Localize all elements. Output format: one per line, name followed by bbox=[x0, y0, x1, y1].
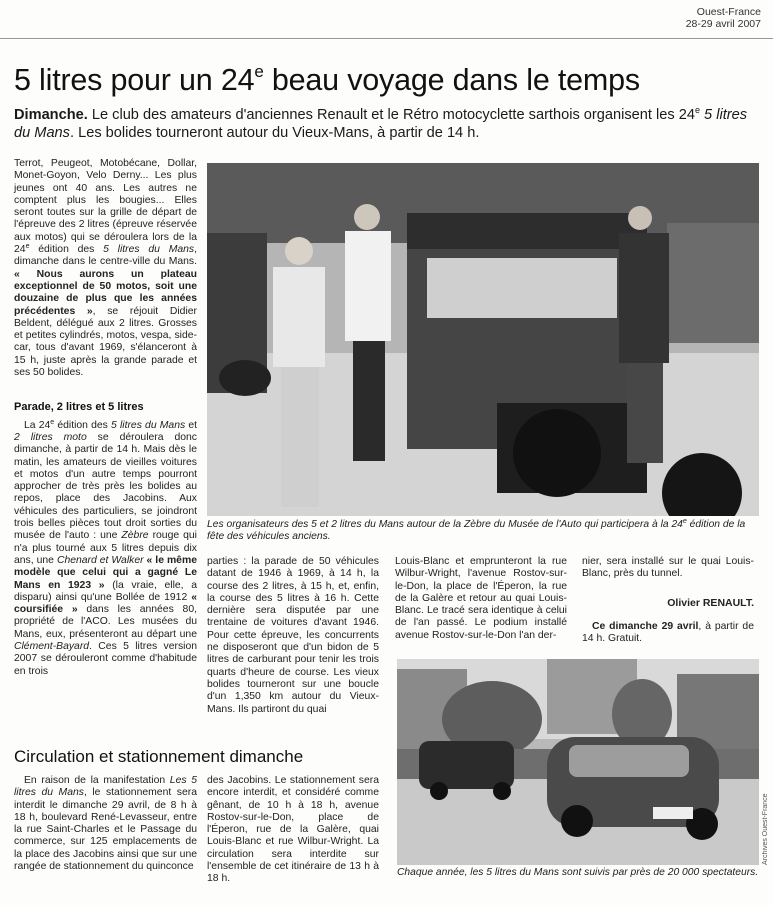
subhead-parade: Parade, 2 litres et 5 litres bbox=[14, 401, 144, 414]
section-heading-traffic: Circulation et stationnement dimanche bbox=[14, 747, 304, 766]
paragraph-3: parties : la parade de 50 véhicules datant de 1946 à 1969, à 14 h, la course des 2 litres, à 15 h, et, enfin, la course des 5 litres à 16 h. Cette dernière sera disputée par une trentaine de voitures d'avant 1946. Pour cette épreuve, les concurrents ne disposeront que d'un bidon de 5 litres de carburant pour tenir les trois quarts d'heure de course. Les vieux bolides tourneront sur une boucle d'un 1,350 km autour du Vieux-Mans. Ils partiront du quai bbox=[207, 556, 379, 715]
photo-organisers-zebre bbox=[207, 163, 759, 516]
photo-race-image bbox=[397, 659, 759, 865]
photo1-caption: Les organisateurs des 5 et 2 litres du Mans autour de la Zèbre du Musée de l'Auto qui participera à la 24e édition de la fête des véhicules anciens. bbox=[207, 518, 746, 543]
event-info: Ce dimanche 29 avril, à partir de 14 h. Gratuit. bbox=[582, 620, 754, 645]
article-column-3 bbox=[395, 556, 567, 642]
article-column-4 bbox=[582, 556, 754, 645]
top-rule bbox=[0, 38, 773, 39]
traffic-column-2 bbox=[207, 775, 379, 886]
lead-kicker: Dimanche. bbox=[14, 107, 88, 123]
headline: 5 litres pour un 24e beau voyage dans le temps bbox=[14, 62, 640, 97]
photo-credit: Archives Ouest-France bbox=[762, 793, 769, 865]
photo-organisers-image bbox=[207, 163, 759, 516]
lead-paragraph: Dimanche. Le club des amateurs d'anciennes Renault et le Rétro motocyclette sarthois organisent les 24e 5 litres du Mans. Les bolides tourneront autour du Vieux-Mans, à partir de 14 h. bbox=[14, 105, 748, 141]
traffic-paragraph-2: des Jacobins. Le stationnement sera encore interdit, et considéré comme gênant, de 10 h à 18 h, avenue Rostov-sur-le-Don, place de l'Éperon, rue de la Galère, quai Louis-Blanc et rue Wilbur-Wright. La circulation sera interdite sur l'ensemble de cet itinéraire de 13 h à 18 h. bbox=[207, 775, 379, 885]
paragraph-5: nier, sera installé sur le quai Louis-Blanc, près du tunnel. bbox=[582, 556, 754, 580]
author-signature: Olivier RENAULT. bbox=[667, 596, 754, 609]
traffic-paragraph-1: En raison de la manifestation Les 5 litres du Mans, le stationnement sera interdit le dimanche 29 avril, de 8 h à 18 h, boulevard René-Levasseur, entre la rue Saint-Charles et le Passage du commerce, sur 125 emplacements de la place des Jacobins ainsi que sur une rangée de stationnement du quinconce bbox=[14, 775, 197, 873]
photo2-caption: Chaque année, les 5 litres du Mans sont suivis par près de 20 000 spectateurs. bbox=[397, 867, 759, 878]
paragraph-4: Louis-Blanc et emprunteront la rue Wilbur-Wright, l'avenue Rostov-sur-le-Don, la place de l'Éperon, la rue de la Galère et retour au quai Louis-Blanc. Le tracé sera identique à celui de l'an passé. Le podium installé avenue Rostov-sur-le-Don l'an der- bbox=[395, 556, 567, 641]
article-column-1 bbox=[14, 158, 197, 678]
traffic-column-1 bbox=[14, 775, 197, 873]
article-column-2 bbox=[207, 556, 379, 716]
paragraph-2: La 24e édition des 5 litres du Mans et 2 litres moto se déroulera donc dimanche, à partir de 14 h. Mais dès le matin, les amateurs de vieilles voitures et motos d'un autre temps pourront approcher de très près les bolides au repos, place des Jacobins. Aux véhicules des particuliers, se joindront trois belles pièces tout droit sorties du musée de l'auto : une Zèbre rouge qui n'a plus tourné aux 5 litres depuis dix ans, une Chenard et Walker « le même modèle que celui qui a gagné Le Mans en 1923 » (la vraie, elle, a disparu) ainsi qu'une Bollée de 1912 « coursifiée » dans les années 80, propriété de l'ACO. Les musées du Mans, eux, présenteront au départ une Clément-Bayard. Ces 5 litres version 2007 se dérouleront comme d'habitude en trois bbox=[14, 418, 197, 677]
masthead bbox=[686, 6, 761, 30]
publication-date: 28-29 avril 2007 bbox=[685, 18, 761, 30]
newspaper-name: Ouest-France bbox=[696, 6, 761, 18]
photo-race-crowd bbox=[397, 659, 759, 865]
paragraph-1: Terrot, Peugeot, Motobécane, Dollar, Monet-Goyon, Velo Derny... Les plus jeunes ont 40 ans. Les autres ne comptent plus les bougies... Elles seront toutes sur la grille de départ de l'épreuve des 2 litres (épreuve réservée aux motos) qui se déroulera lors de la 24e édition des 5 litres du Mans, dimanche dans le centre-ville du Mans. « Nous aurons un plateau exceptionnel de 50 motos, soit une douzaine de plus que les années précédentes », se réjouit Didier Beldent, délégué aux 2 litres. Grosses et petites cylindrés, motos, vespa, side-car, tous d'avant 1969, s'élanceront à 15 h, juste après la grande parade et ses 50 bolides. bbox=[14, 158, 197, 379]
